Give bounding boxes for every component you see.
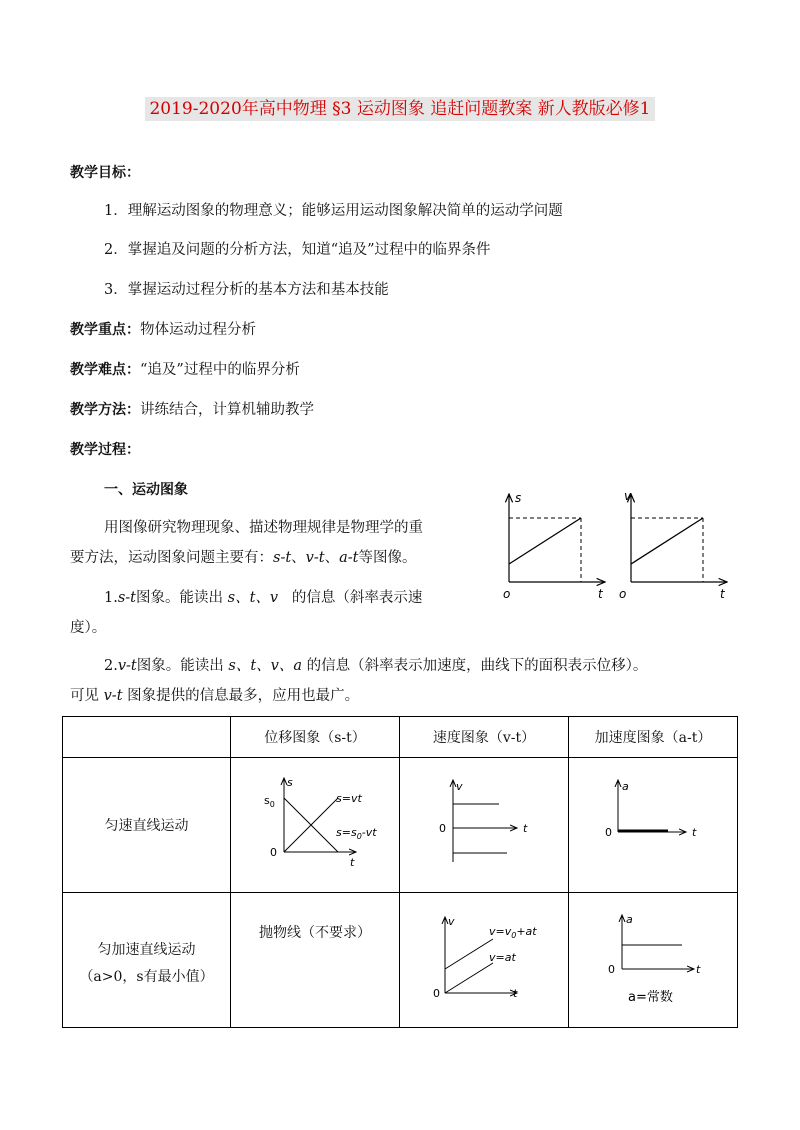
row1-vt-tlabel: t	[523, 822, 528, 835]
st-figure	[503, 491, 605, 601]
row1-st-s0-base: s	[264, 794, 270, 807]
row1-st-eq2-sub: 0	[356, 832, 362, 841]
row2-at-cell	[568, 893, 737, 1028]
st-num: 1.	[104, 590, 118, 606]
row1-label: 匀速直线运动	[63, 758, 231, 893]
vt-vars: s、t、v、a	[228, 658, 302, 674]
st-tail: 的信息（斜率表示速	[291, 590, 423, 606]
vt-line	[631, 518, 703, 564]
vt-fig-ylabel: v	[624, 489, 632, 503]
section-heading: 一、运动图象	[104, 482, 188, 498]
row2-vt-eq1	[489, 925, 537, 940]
row1-st-graph	[232, 758, 398, 888]
vt-line2	[70, 686, 359, 706]
row1-vt-cell	[400, 758, 569, 893]
difficulty-label: 教学难点：	[70, 362, 140, 378]
row2-at-ylabel: a	[625, 913, 633, 926]
para1-line2	[70, 548, 416, 568]
row2-label-line1: 匀加速直线运动	[97, 942, 196, 958]
row2-vt-zero: 0	[433, 987, 440, 1000]
row1-at-cell	[568, 758, 737, 893]
para1-st: s-t	[273, 550, 292, 566]
row1-vt-zero: 0	[439, 822, 446, 835]
header-st: 位移图象（s-t）	[231, 717, 400, 758]
method	[70, 400, 314, 420]
para1-sep1: 、	[291, 550, 306, 566]
row1-st-ylabel: s	[287, 776, 293, 789]
header-vt: 速度图象（v-t）	[400, 717, 569, 758]
vt-tail: 的信息（斜率表示加速度，曲线下的面积表示位移）。	[306, 658, 648, 674]
motion-graphs-figure	[495, 486, 740, 604]
key-point-label: 教学重点：	[70, 322, 140, 338]
row2-vt-eq1-tail: +at	[516, 925, 537, 938]
para1-text: 要方法，运动图象问题主要有：	[70, 550, 273, 566]
row2-vt-eq1-sub: 0	[511, 931, 517, 940]
row2-at-zero: 0	[607, 963, 615, 976]
row2-vt-tlabel: t	[513, 987, 518, 1000]
row1-st-s0-sub: 0	[269, 800, 275, 809]
para1-sep2: 、	[324, 550, 340, 566]
row2-at-caption: a=常数	[627, 990, 673, 1005]
row1-st-eq2-tail: -vt	[361, 826, 377, 839]
row1-st-s0	[264, 794, 275, 809]
st-text: 图象。能读出	[136, 590, 224, 606]
row2-vt-line-origin	[445, 963, 493, 993]
difficulty	[70, 360, 300, 380]
row2-at-tlabel: t	[695, 963, 701, 976]
key-point-text: 物体运动过程分析	[140, 322, 256, 338]
row1-st-zero: 0	[270, 846, 278, 859]
row2-vt-graph	[401, 893, 567, 1023]
row2-vt-ylabel: v	[448, 915, 455, 928]
row1-vt-ylabel: v	[456, 780, 463, 793]
vt-fig-xlabel: t	[720, 587, 725, 601]
motion-graph-table	[62, 716, 738, 1028]
method-label: 教学方法：	[70, 402, 140, 418]
row1-st-eq2	[336, 826, 377, 841]
process-heading: 教学过程：	[70, 442, 140, 458]
goal-item-3: 3．掌握运动过程分析的基本方法和基本技能	[104, 282, 389, 298]
row1-at-graph	[570, 758, 736, 888]
para1-line1: 用图像研究物理现象、描述物理规律是物理学的重	[104, 520, 423, 536]
vt-text: 图象。能读出	[136, 658, 224, 674]
row2-label-line2: （a>0，s有最小值）	[79, 969, 214, 985]
table-row	[63, 758, 738, 893]
st-term: s-t	[117, 590, 137, 606]
goal-item-2: 2．掌握追及问题的分析方法，知道“追及”过程中的临界条件	[104, 242, 491, 258]
row2-st-cell	[231, 893, 400, 1028]
table-row	[63, 893, 738, 1028]
row1-at-ylabel: a	[621, 780, 629, 793]
vt-line1	[104, 656, 647, 676]
row1-st-eq2-base: s=s	[336, 826, 357, 839]
row2-label	[63, 893, 231, 1028]
vt-term: v-t	[117, 658, 137, 674]
row1-at-zero: 0	[604, 826, 612, 839]
vt-line2-c: 图象提供的信息最多，应用也最广。	[127, 688, 360, 704]
row2-vt-line-offset	[445, 939, 493, 969]
method-text: 讲练结合，计算机辅助教学	[140, 402, 314, 418]
para1-at: a-t	[339, 550, 359, 566]
header-empty	[63, 717, 231, 758]
difficulty-text: “追及”过程中的临界分析	[140, 362, 300, 378]
st-vars: s、t、v	[227, 590, 279, 606]
header-at: 加速度图象（a-t）	[568, 717, 737, 758]
para1-tail: 等图像。	[358, 550, 417, 566]
row1-at-tlabel: t	[691, 826, 697, 839]
row2-st-text: 抛物线（不要求）	[259, 925, 372, 941]
vt-figure	[619, 489, 727, 601]
row2-vt-cell	[400, 893, 569, 1028]
row2-vt-eq1-base: v=v	[489, 925, 512, 938]
goals-heading: 教学目标：	[70, 165, 140, 181]
st-line1	[104, 588, 422, 608]
para1-vt: v-t	[305, 550, 325, 566]
vt-line2-a: 可见	[70, 688, 99, 704]
goal-item-1: 1．理解运动图象的物理意义；能够运用运动图象解决简单的运动学问题	[104, 203, 563, 219]
st-line	[509, 518, 581, 564]
row2-vt-eq2: v=at	[489, 951, 516, 964]
st-fig-ylabel: s	[515, 491, 522, 505]
document-title: 2019-2020年高中物理 §3 运动图象 追赶问题教案 新人教版必修1	[0, 94, 800, 119]
key-point	[70, 320, 256, 340]
row1-st-eq1: s=vt	[336, 792, 362, 805]
row1-st-cell	[231, 758, 400, 893]
row1-vt-graph	[401, 758, 567, 888]
table-header-row	[63, 717, 738, 758]
st-line2: 度）。	[70, 620, 107, 636]
row2-at-graph	[570, 893, 736, 1023]
vt-line2-term: v-t	[103, 688, 123, 704]
st-fig-origin: o	[503, 587, 511, 601]
row1-st-tlabel: t	[350, 856, 355, 869]
vt-fig-origin: o	[619, 587, 627, 601]
vt-num: 2.	[104, 658, 118, 674]
st-fig-xlabel: t	[598, 587, 603, 601]
